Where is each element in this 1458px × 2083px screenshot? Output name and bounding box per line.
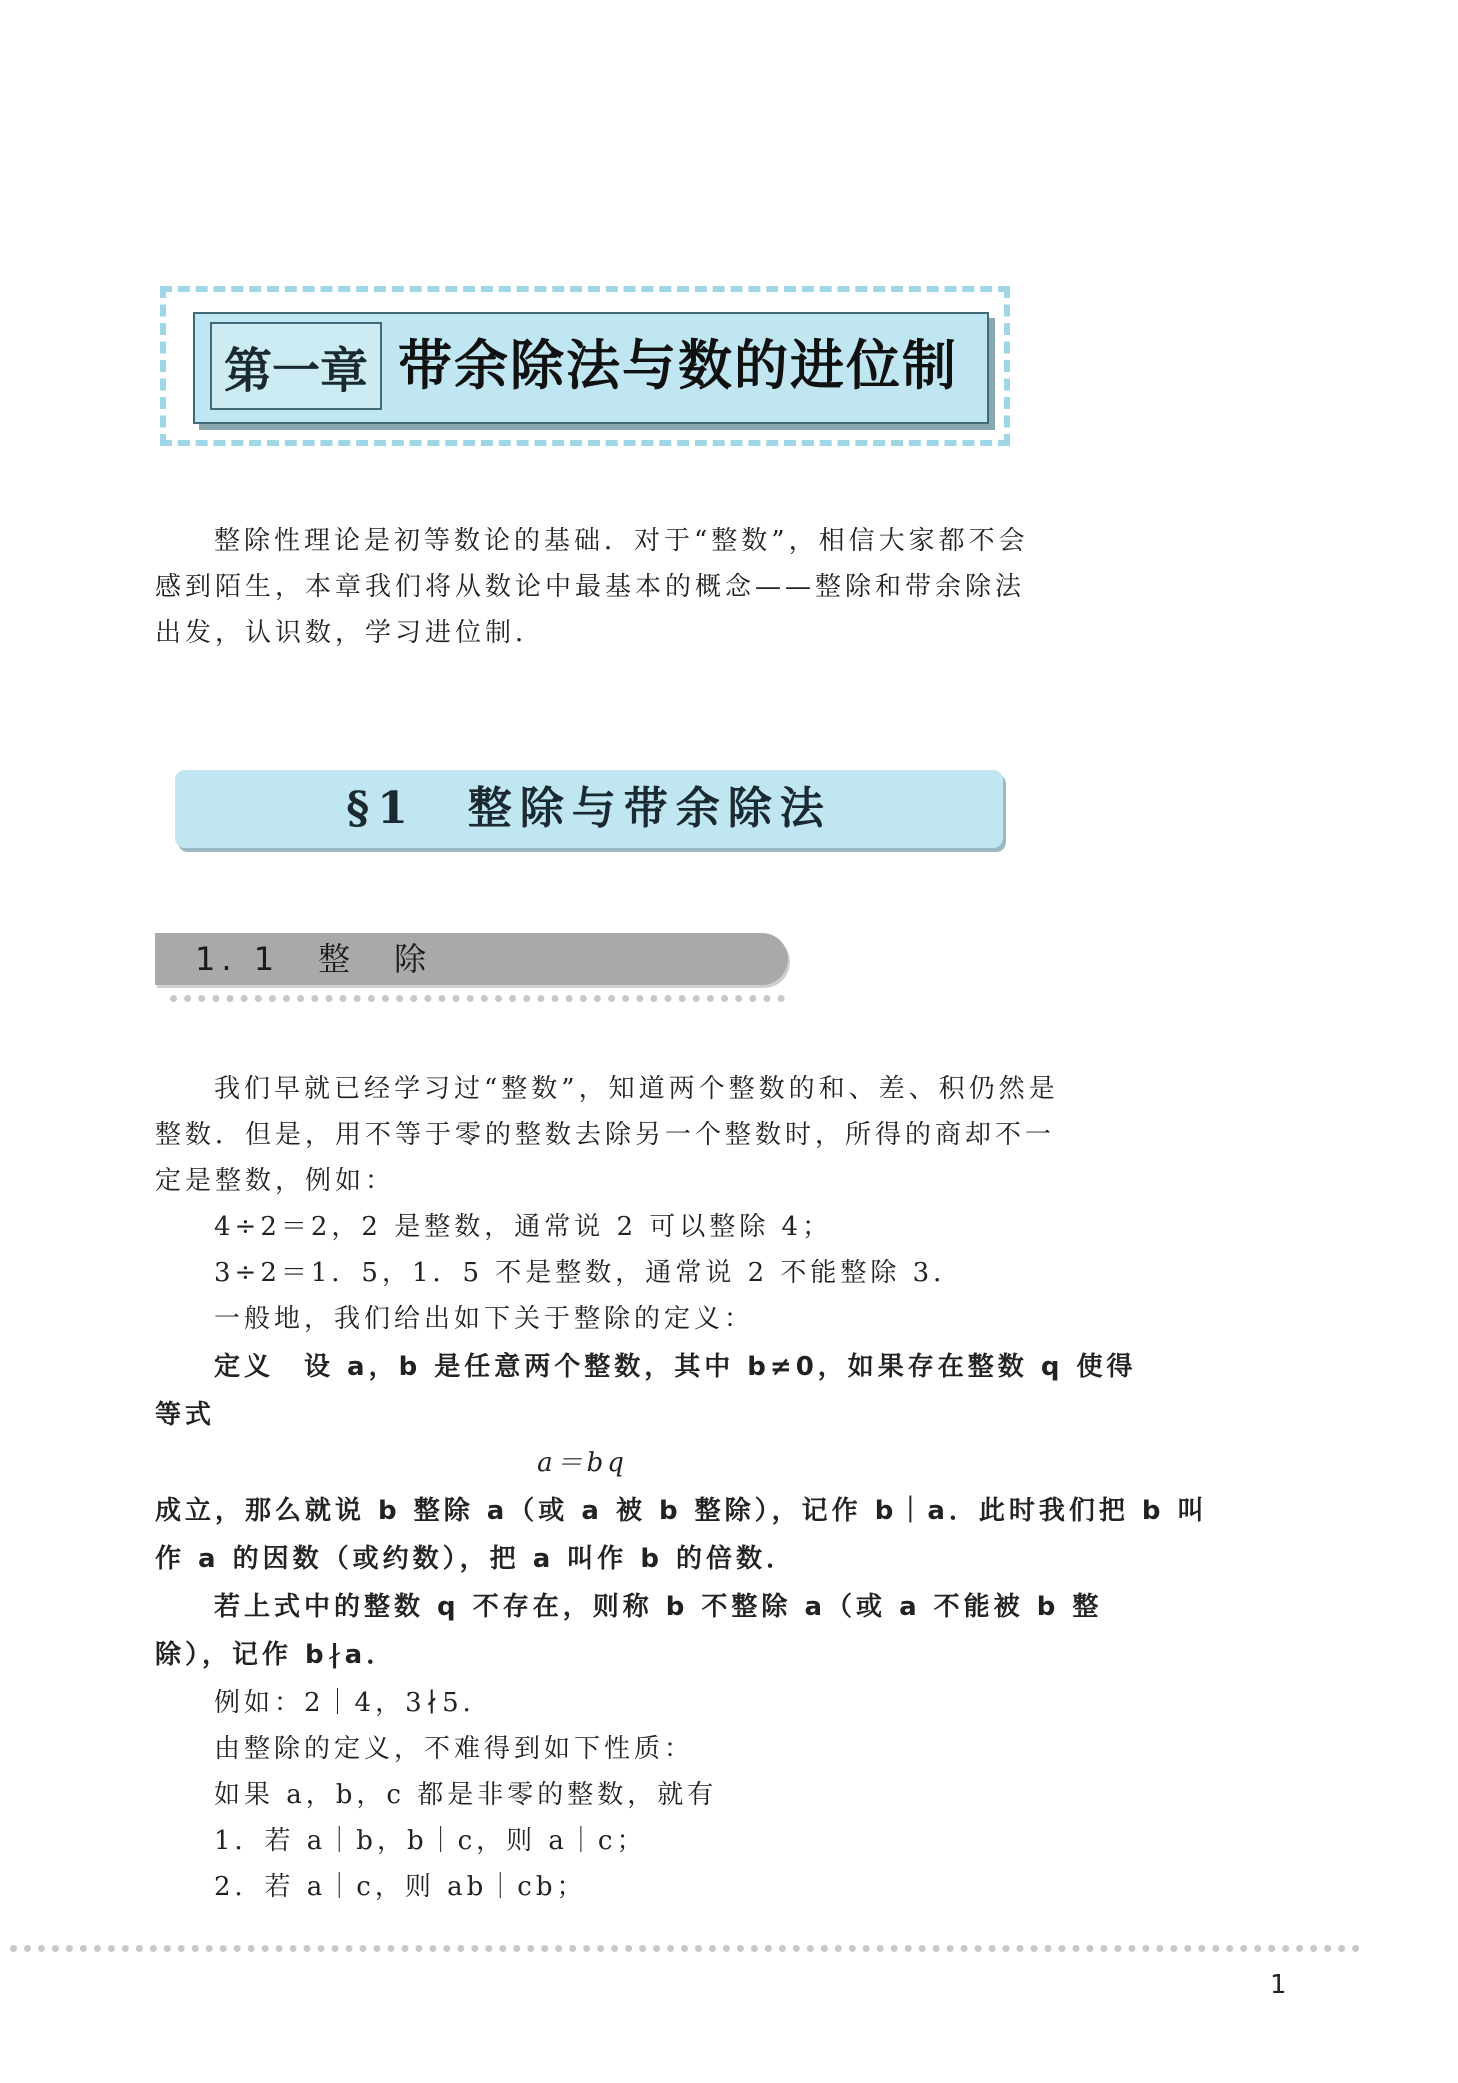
intro-line-2: 感到陌生，本章我们将从数论中最基本的概念——整除和带余除法 bbox=[155, 572, 1026, 602]
footer-dotted-rule bbox=[10, 1945, 1360, 1952]
intro-line-3: 出发，认识数，学习进位制． bbox=[155, 618, 546, 648]
property-1: 1．若 a｜b，b｜c，则 a｜c； bbox=[214, 1826, 647, 1856]
property-2: 2．若 a｜c，则 ab｜cb； bbox=[214, 1872, 587, 1902]
definition-line-1: 定义 设 a，b 是任意两个整数，其中 b≠0，如果存在整数 q 使得 bbox=[214, 1352, 1137, 1382]
body-p1-line-2: 整数．但是，用不等于零的整数去除另一个整数时，所得的商却不一 bbox=[155, 1120, 1056, 1150]
subsection-title: 1. 1 整 除 bbox=[195, 940, 433, 978]
subsection-dotted-rule bbox=[170, 995, 785, 1002]
negation-line-1: 若上式中的整数 q 不存在，则称 b 不整除 a（或 a 不能被 b 整 bbox=[214, 1592, 1103, 1622]
negation-line-2: 除），记作 b∤a． bbox=[155, 1640, 397, 1670]
property-condition: 如果 a，b，c 都是非零的整数，就有 bbox=[214, 1780, 718, 1810]
chapter-title: 带余除法与数的进位制 bbox=[398, 334, 958, 397]
intro-line-1: 整除性理论是初等数论的基础．对于“整数”，相信大家都不会 bbox=[214, 526, 1029, 556]
definition-line-4: 作 a 的因数（或约数），把 a 叫作 b 的倍数． bbox=[155, 1544, 797, 1574]
body-p1-line-1: 我们早就已经学习过“整数”，知道两个整数的和、差、积仍然是 bbox=[214, 1074, 1059, 1104]
definition-line-3: 成立，那么就说 b 整除 a（或 a 被 b 整除），记作 b｜a．此时我们把 b 叫 bbox=[155, 1496, 1208, 1526]
body-general: 一般地，我们给出如下关于整除的定义： bbox=[214, 1304, 755, 1334]
body-example-2: 3÷2＝1．5，1．5 不是整数，通常说 2 不能整除 3． bbox=[214, 1258, 964, 1288]
body-p1-line-3: 定是整数，例如： bbox=[155, 1166, 396, 1196]
body-example-3: 例如：2｜4，3∤5． bbox=[214, 1688, 493, 1718]
section-title: §1 整除与带余除法 bbox=[346, 783, 832, 834]
page-number: 1 bbox=[1270, 1970, 1287, 2000]
definition-formula: a＝bq bbox=[537, 1448, 628, 1478]
chapter-label: 第一章 bbox=[210, 322, 382, 410]
property-intro: 由整除的定义，不难得到如下性质： bbox=[214, 1734, 695, 1764]
body-example-1: 4÷2＝2，2 是整数，通常说 2 可以整除 4； bbox=[214, 1212, 833, 1242]
definition-line-2: 等式 bbox=[155, 1400, 216, 1430]
